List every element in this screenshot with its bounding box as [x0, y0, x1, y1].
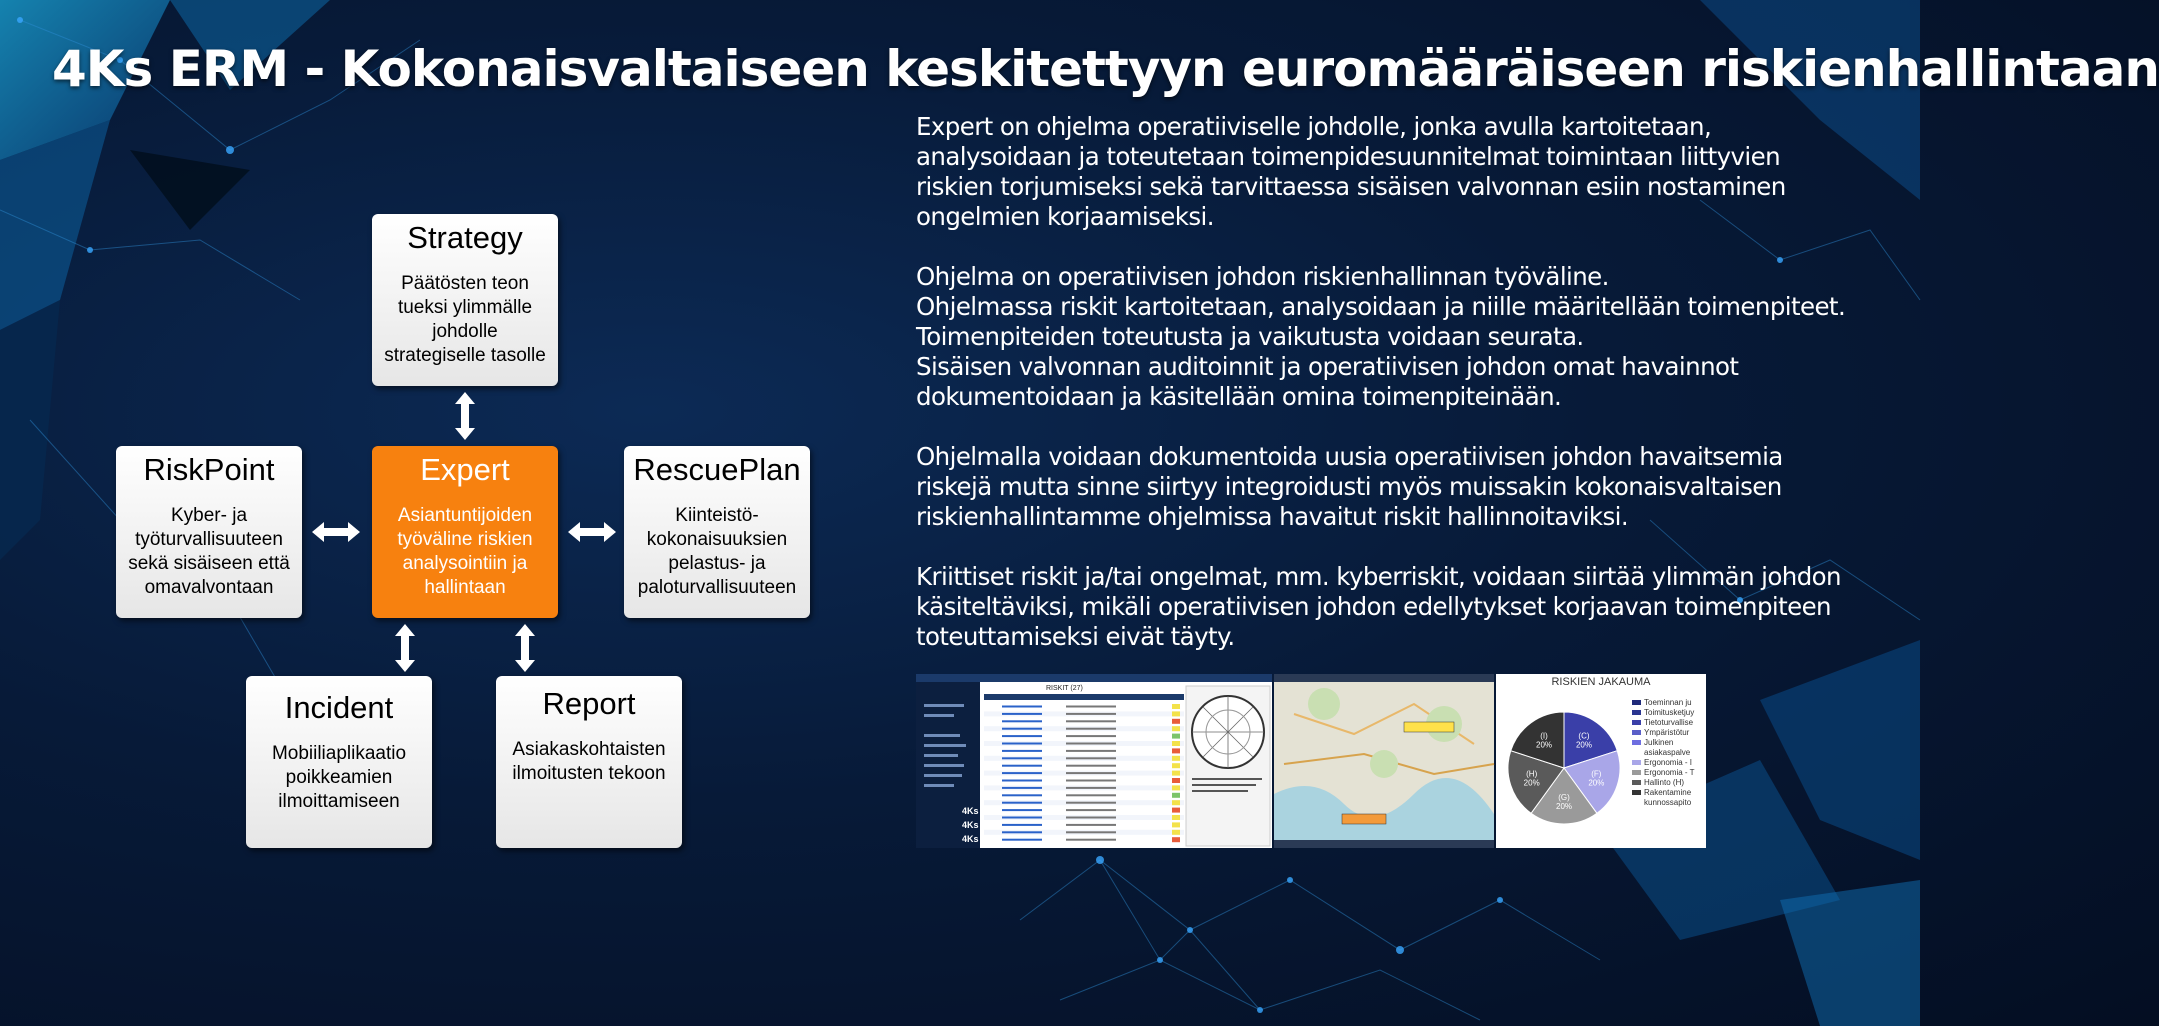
risk-row-text	[1066, 802, 1116, 804]
risk-row-text	[1066, 706, 1116, 708]
risk-level-badge	[1172, 815, 1180, 820]
logo-4ks-2: 4Ks	[962, 820, 979, 830]
risk-level-badge	[1172, 837, 1180, 842]
pie-slice-label: (H)	[1526, 769, 1538, 779]
pie-title: RISKIEN JAKAUMA	[1551, 676, 1651, 688]
incident-description: Mobiiliaplikaatio poikkeamien ilmoittamiseen	[271, 743, 407, 812]
arrow-expert-rescueplan	[566, 518, 618, 546]
report-title: Report	[542, 686, 636, 721]
legend-item	[1632, 748, 1695, 758]
risk-row-text	[1066, 757, 1116, 759]
risk-row-text	[1002, 743, 1042, 745]
riskpoint-description: Kyber- ja työturvallisuuteen sekä sisäiseen että omavalvontaan	[128, 505, 290, 598]
risk-row-text	[1002, 728, 1042, 730]
risk-row-text	[1002, 750, 1042, 752]
risk-row-text	[1066, 787, 1116, 789]
risk-row-text	[1002, 780, 1042, 782]
legend-item	[1632, 698, 1695, 708]
riskpoint-title: RiskPoint	[143, 452, 275, 487]
risk-row-text	[1002, 794, 1042, 796]
risk-row-text	[1066, 765, 1116, 767]
legend-swatch	[1632, 740, 1641, 745]
risk-row-text	[1066, 780, 1116, 782]
strategy-title: Strategy	[407, 220, 523, 255]
legend-swatch	[1632, 750, 1641, 755]
legend-item	[1632, 778, 1695, 788]
legend-item	[1632, 768, 1695, 778]
legend-item	[1632, 798, 1695, 808]
strategy-box	[372, 214, 558, 386]
riskpoint-box	[116, 446, 302, 618]
risk-row-text	[1066, 743, 1116, 745]
description-text	[916, 112, 1876, 682]
risk-row-text	[1002, 713, 1042, 715]
risk-row-text	[1002, 720, 1042, 722]
risk-row-text	[1066, 735, 1116, 737]
rescueplan-box	[624, 446, 810, 618]
risk-level-badge	[1172, 711, 1180, 716]
legend-item	[1632, 758, 1695, 768]
legend-swatch	[1632, 700, 1641, 705]
risk-row-text	[1002, 765, 1042, 767]
risk-level-badge	[1172, 822, 1180, 827]
pie-slice-label: (G)	[1558, 793, 1570, 802]
risk-list-title: RISKIT (27)	[1046, 685, 1083, 692]
risk-row-text	[1002, 706, 1042, 708]
pie-slice-label: (C)	[1578, 731, 1590, 741]
risk-level-badge	[1172, 830, 1180, 835]
legend-swatch	[1632, 730, 1641, 735]
legend-label: Ergonomia - I	[1644, 758, 1693, 767]
pie-slice-percent: 20%	[1536, 740, 1553, 750]
pie-slice-label: (F)	[1591, 769, 1602, 779]
report-box	[496, 676, 682, 848]
legend-label: Ympäristötur	[1644, 728, 1690, 737]
risk-row-text	[1066, 728, 1116, 730]
expert-description: Asiantuntijoiden työväline riskien analysointiin ja hallintaan	[397, 505, 533, 598]
expert-title: Expert	[420, 452, 510, 487]
pie-slice-percent: 20%	[1555, 802, 1573, 811]
risk-level-badge	[1172, 763, 1180, 768]
arrow-expert-incident	[391, 622, 419, 674]
arrow-expert-report	[511, 622, 539, 674]
legend-label: Julkinen	[1644, 738, 1674, 747]
legend-label: asiakaspalve	[1644, 748, 1691, 757]
risk-row-text	[1066, 824, 1116, 826]
legend-swatch	[1632, 790, 1641, 795]
pie-slice-percent: 20%	[1575, 740, 1592, 750]
strategy-description: Päätösten teon tueksi ylimmälle johdolle strategiselle tasolle	[384, 273, 546, 366]
report-description: Asiakaskohtaisten ilmoitusten tekoon	[512, 739, 666, 784]
risk-row-text	[1002, 809, 1042, 811]
expert-box	[372, 446, 558, 618]
risk-level-badge	[1172, 771, 1180, 776]
legend-item	[1632, 788, 1695, 798]
rescueplan-title: RescuePlan	[633, 452, 801, 487]
risk-level-badge	[1172, 748, 1180, 753]
risk-level-badge	[1172, 704, 1180, 709]
legend-swatch	[1632, 710, 1641, 715]
legend-item	[1632, 728, 1695, 738]
rescueplan-description: Kiinteistö- kokonaisuuksien pelastus- ja paloturvallisuuteen	[637, 505, 797, 598]
logo-4ks-3: 4Ks	[962, 834, 979, 844]
risk-level-badge	[1172, 793, 1180, 798]
arrow-riskpoint-expert	[310, 518, 362, 546]
incident-box	[246, 676, 432, 848]
pie-slice-label: (I)	[1540, 731, 1548, 741]
pie-slice-percent: 20%	[1588, 778, 1605, 788]
risk-row-text	[1002, 831, 1042, 833]
legend-swatch	[1632, 760, 1641, 765]
legend-swatch	[1632, 780, 1641, 785]
legend-item	[1632, 738, 1695, 748]
risk-level-badge	[1172, 734, 1180, 739]
risk-row-text	[1066, 794, 1116, 796]
legend-label: Tietoturvallise	[1644, 718, 1694, 727]
legend-item	[1632, 718, 1695, 728]
risk-row-text	[1066, 817, 1116, 819]
pie-slice-percent: 20%	[1523, 778, 1540, 788]
risk-row-text	[1002, 757, 1042, 759]
risk-row-text	[1066, 750, 1116, 752]
risk-level-badge	[1172, 800, 1180, 805]
risk-level-badge	[1172, 741, 1180, 746]
risk-row-text	[1002, 772, 1042, 774]
risk-row-text	[1002, 817, 1042, 819]
page-title: 4Ks ERM - Kokonaisvaltaiseen keskitettyyn euromääräiseen riskienhallintaan	[52, 40, 2159, 98]
risk-list-screenshot	[916, 674, 1272, 848]
legend-label: Hallinto (H)	[1644, 778, 1685, 787]
legend-label: Rakentamine	[1644, 788, 1692, 797]
legend-item	[1632, 708, 1695, 718]
paragraph-3: Ohjelmalla voidaan dokumentoida uusia operatiivisen johdon havaitsemia riskejä mutta sinne siirtyy integroidusti myös muissakin kokonaisvaltaisen riskienhallintamme ohjelmissa havaitut riskit hallinnoitaviksi.	[916, 442, 1783, 531]
pie-legend	[1632, 698, 1695, 808]
screenshot-collage	[916, 674, 1706, 848]
paragraph-2: Ohjelma on operatiivisen johdon riskienhallinnan työväline. Ohjelmassa riskit kartoitetaan, analysoidaan ja niille määritellään toimenpiteet. Toimenpiteiden toteutusta ja vaikutusta voidaan seurata. Sisäisen valvonnan auditoinnit ja operatiivisen johdon omat havainnot dokumentoidaan ja käsitellään omina toimenpiteinään.	[916, 262, 1846, 411]
risk-row-text	[1066, 720, 1116, 722]
map-screenshot	[1274, 674, 1494, 848]
risk-level-badge	[1172, 756, 1180, 761]
pie-chart-screenshot	[1496, 674, 1706, 848]
legend-label: kunnossapito	[1644, 798, 1692, 807]
risk-row-text	[1066, 772, 1116, 774]
legend-label: Toeminnan ju	[1644, 698, 1692, 707]
legend-swatch	[1632, 770, 1641, 775]
risk-row-text	[1002, 839, 1042, 841]
risk-level-badge	[1172, 785, 1180, 790]
risk-level-badge	[1172, 726, 1180, 731]
risk-level-badge	[1172, 778, 1180, 783]
risk-row-text	[1066, 839, 1116, 841]
risk-row-text	[1066, 713, 1116, 715]
paragraph-1: Expert on ohjelma operatiiviselle johdolle, jonka avulla kartoitetaan, analysoidaan ja toteutetaan toimenpidesuunnitelmat toimintaan liittyvien riskien torjumiseksi sekä tarvittaessa sisäisen valvonnan esiin nostaminen ongelmien korjaamiseksi.	[916, 112, 1786, 231]
logo-4ks-1: 4Ks	[962, 806, 979, 816]
risk-level-badge	[1172, 719, 1180, 724]
incident-title: Incident	[284, 690, 394, 725]
risk-row-text	[1002, 802, 1042, 804]
arrow-strategy-expert	[451, 390, 479, 442]
risk-row-text	[1066, 831, 1116, 833]
risk-row-text	[1066, 809, 1116, 811]
risk-row-text	[1002, 787, 1042, 789]
risk-row-text	[1002, 824, 1042, 826]
risk-row-text	[1002, 735, 1042, 737]
legend-swatch	[1632, 720, 1641, 725]
legend-label: Ergonomia - T	[1644, 768, 1695, 777]
legend-swatch	[1632, 800, 1641, 805]
legend-label: Toimitusketjuy	[1644, 708, 1695, 717]
risk-level-badge	[1172, 808, 1180, 813]
paragraph-4: Kriittiset riskit ja/tai ongelmat, mm. kyberriskit, voidaan siirtää ylimmän johdon käsiteltäviksi, mikäli operatiivisen johdon edellytykset korjaavan toimenpiteen toteuttamiseksi eivät täyty.	[916, 562, 1841, 651]
